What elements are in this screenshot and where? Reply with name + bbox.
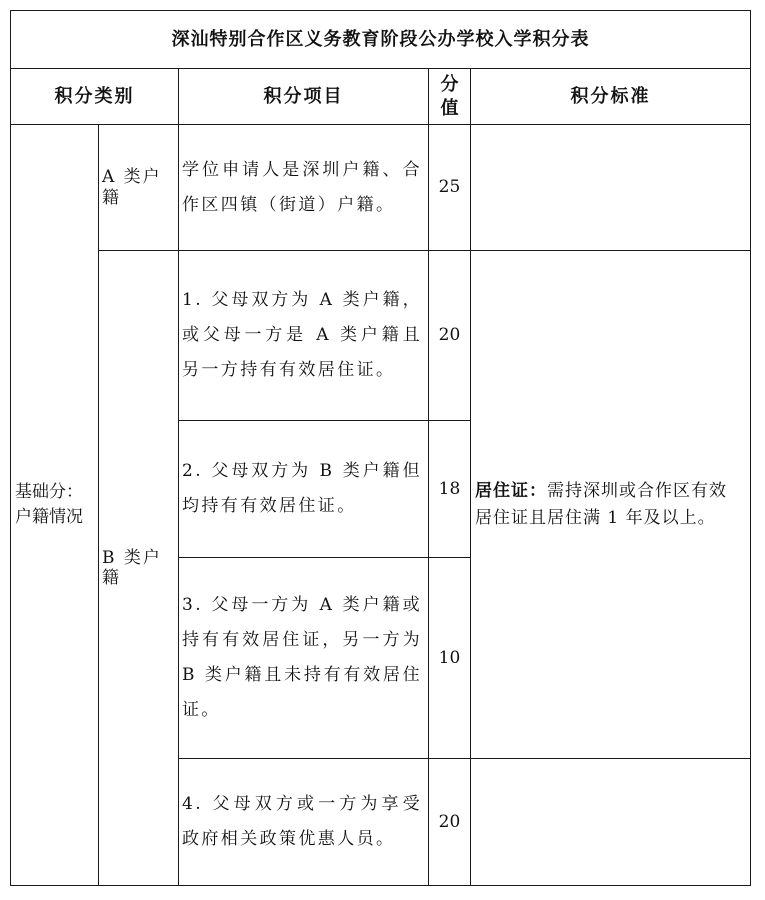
header-value-text: 分值	[440, 74, 459, 119]
category-main	[11, 125, 99, 886]
value-cell: 25	[429, 125, 471, 251]
table-row	[11, 125, 751, 251]
standard-label: 居住证：	[475, 481, 547, 502]
score-table	[10, 10, 751, 886]
value-cell: 20	[429, 759, 471, 886]
value-cell: 10	[429, 558, 471, 759]
category-main-line1: 基础分：	[15, 482, 83, 503]
header-category: 积分类别	[11, 69, 179, 125]
standard-cell	[471, 251, 751, 759]
header-value	[429, 69, 471, 125]
sub-category-b: B 类户籍	[99, 251, 179, 886]
table-row	[11, 251, 751, 421]
standard-cell-empty	[471, 759, 751, 886]
standard-text: 需持深圳或合作区有效居住证且居住满 1 年及以上。	[475, 481, 727, 528]
item-cell: 2. 父母双方为 B 类户籍但均持有有效居住证。	[179, 421, 429, 558]
item-cell: 学位申请人是深圳户籍、合作区四镇（街道）户籍。	[179, 125, 429, 251]
value-cell: 18	[429, 421, 471, 558]
table-title: 深汕特别合作区义务教育阶段公办学校入学积分表	[11, 11, 751, 69]
header-item: 积分项目	[179, 69, 429, 125]
header-row	[11, 69, 751, 125]
header-standard: 积分标准	[471, 69, 751, 125]
item-cell: 3. 父母一方为 A 类户籍或持有有效居住证，另一方为 B 类户籍且未持有有效居住证。	[179, 558, 429, 759]
item-cell: 1. 父母双方为 A 类户籍，或父母一方是 A 类户籍且另一方持有有效居住证。	[179, 251, 429, 421]
title-row	[11, 11, 751, 69]
standard-cell-empty	[471, 125, 751, 251]
category-main-line2: 户籍情况	[15, 507, 83, 527]
value-cell: 20	[429, 251, 471, 421]
item-cell: 4. 父母双方或一方为享受政府相关政策优惠人员。	[179, 759, 429, 886]
sub-category-a: A 类户籍	[99, 125, 179, 251]
